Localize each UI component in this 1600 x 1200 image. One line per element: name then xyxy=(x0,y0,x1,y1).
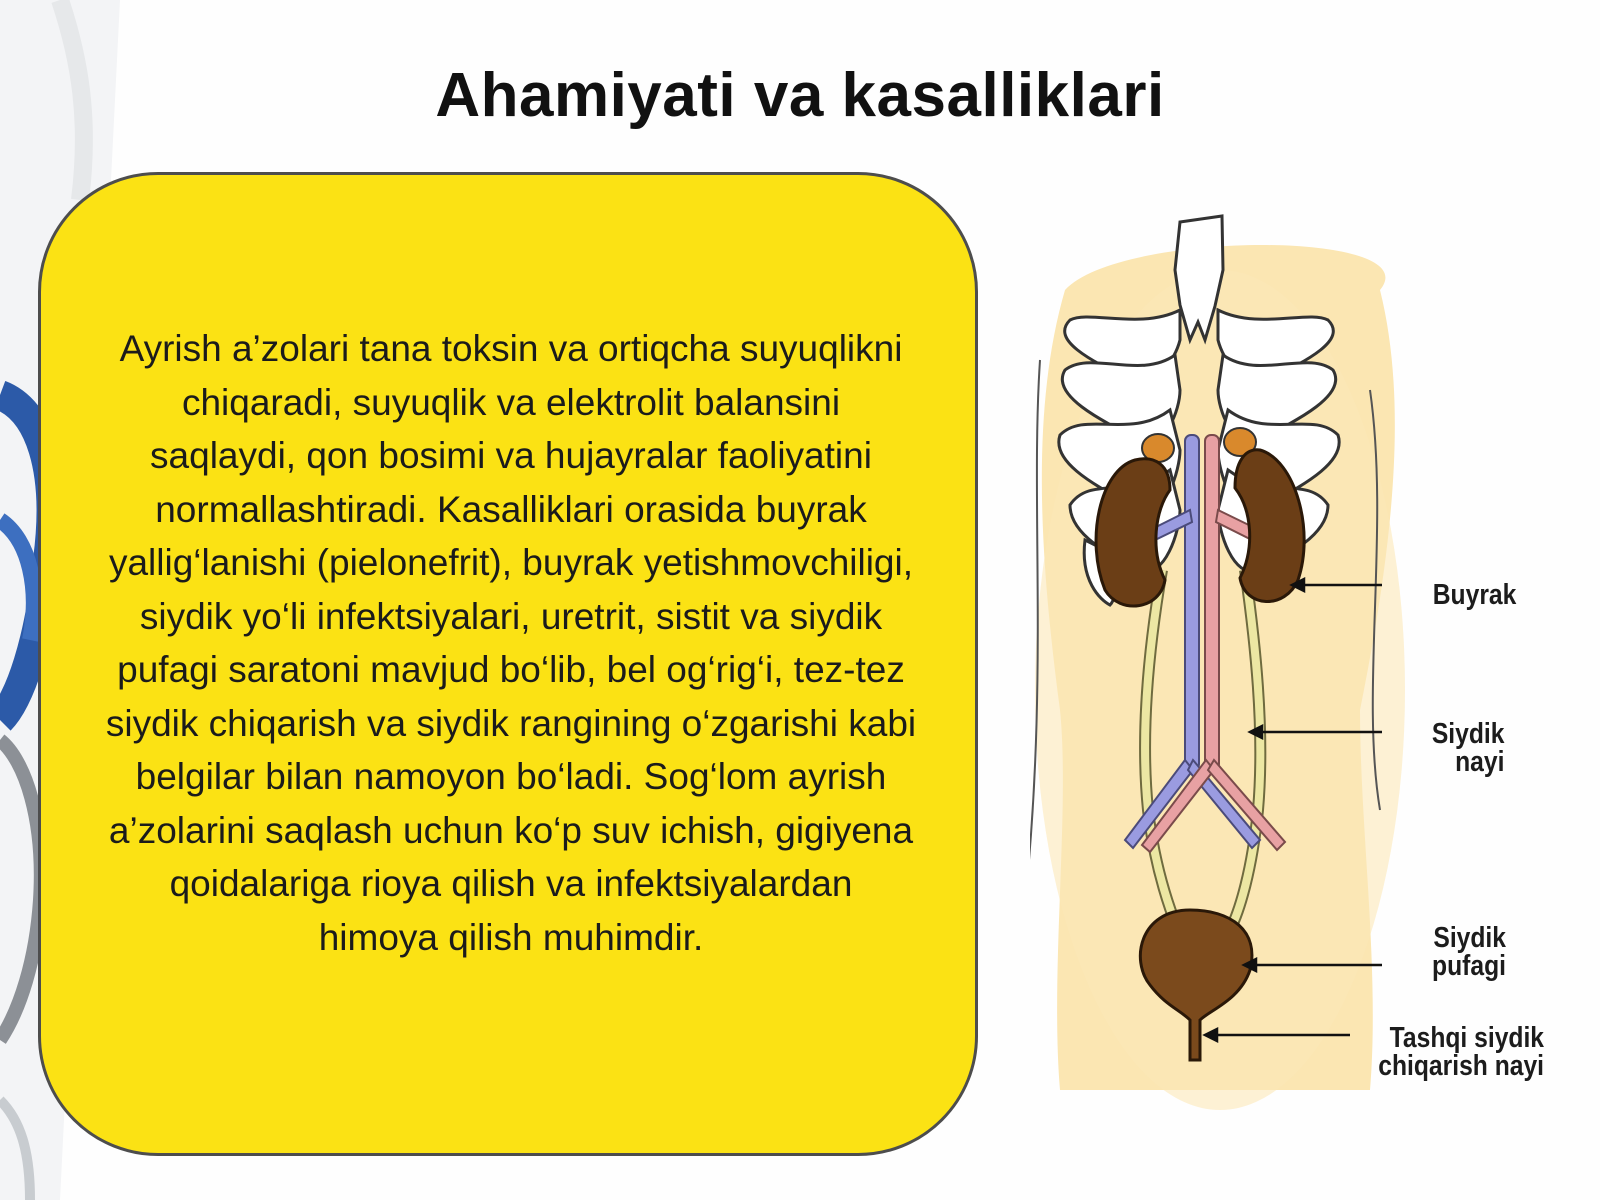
label-urethra-line2: chiqarish nayi xyxy=(1378,1050,1544,1082)
label-bladder-line2: pufagi xyxy=(1432,950,1506,982)
label-urethra xyxy=(1378,1024,1544,1080)
label-kidney-text: Buyrak xyxy=(1432,579,1516,611)
label-bladder xyxy=(1432,924,1506,980)
panel-body-text: Ayrish a’zolari tana toksin va ortiqcha suyuqlikni chiqaradi, suyuqlik va elektrolit balansini saqlaydi, qon bosimi va hujayralar faoliyatini normallashtiradi. Kasalliklari orasida buyrak yallig‘lanishi (pielonefrit), buyrak yetishmovchiligi, siydik yo‘li infektsiyalari, uretrit, sistit va siydik pufagi saratoni mavjud bo‘lib, bel og‘rig‘i, tez-tez siydik chiqarish va siydik rangining o‘zgarishi kabi belgilar bilan namoyon bo‘ladi. Sog‘lom ayrish a’zolarini saqlash uchun ko‘p suv ichish, gigiyena qoidalariga rioya qilish va infektsiyalardan himoya qilish muhimdir. xyxy=(105,328,917,958)
label-bladder-line1: Siydik xyxy=(1433,922,1506,954)
slide-title: Ahamiyati va kasalliklari xyxy=(435,61,1165,130)
label-ureter xyxy=(1431,720,1504,776)
label-ureter-line2: nayi xyxy=(1454,746,1504,778)
text-panel xyxy=(38,172,978,1156)
label-urethra-line1: Tashqi siydik xyxy=(1389,1022,1544,1054)
label-ureter-line1: Siydik xyxy=(1431,718,1504,750)
label-kidney xyxy=(1432,581,1516,609)
